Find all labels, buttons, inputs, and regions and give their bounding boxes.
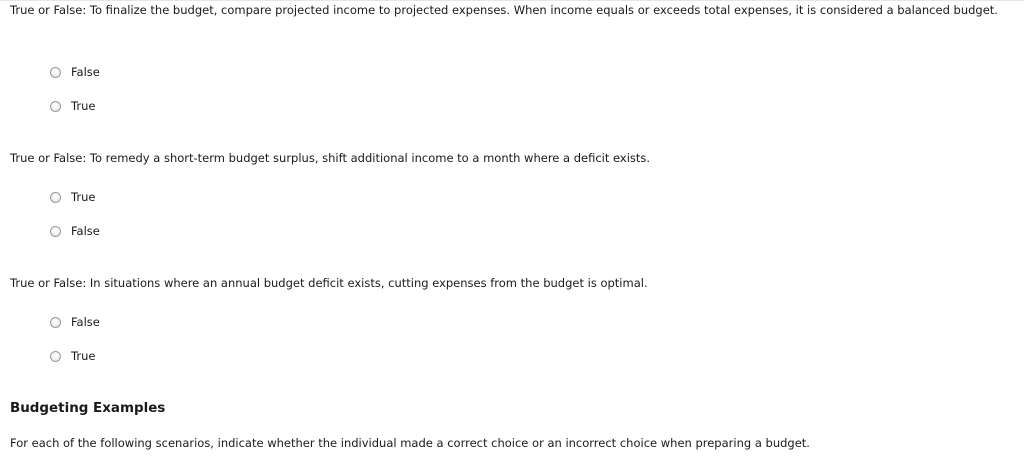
option-label: True bbox=[71, 190, 96, 204]
question-3-option-true[interactable] bbox=[50, 349, 95, 363]
option-label: True bbox=[71, 99, 96, 113]
question-2-option-true[interactable] bbox=[50, 190, 95, 204]
radio-button[interactable] bbox=[50, 317, 61, 328]
option-label: False bbox=[71, 224, 100, 238]
question-2-text: True or False: To remedy a short-term budget surplus, shift additional income to a month where a deficit exists. bbox=[10, 151, 651, 165]
question-1-option-true[interactable] bbox=[50, 99, 95, 113]
radio-button[interactable] bbox=[50, 351, 61, 362]
question-3-text: True or False: In situations where an annual budget deficit exists, cutting expenses from the budget is optimal. bbox=[10, 276, 648, 290]
section-instructions: For each of the following scenarios, indicate whether the individual made a correct choice or an incorrect choice when preparing a budget. bbox=[10, 436, 810, 450]
radio-button[interactable] bbox=[50, 192, 61, 203]
option-label: True bbox=[71, 349, 96, 363]
question-1-text: True or False: To finalize the budget, compare projected income to projected expenses. When income equals or exceeds total expenses, it is considered a balanced budget. bbox=[10, 3, 998, 17]
question-1-option-false[interactable] bbox=[50, 65, 100, 79]
question-2-option-false[interactable] bbox=[50, 224, 100, 238]
section-heading: Budgeting Examples bbox=[10, 401, 166, 416]
radio-button[interactable] bbox=[50, 226, 61, 237]
radio-button[interactable] bbox=[50, 67, 61, 78]
option-label: False bbox=[71, 65, 100, 79]
question-3-option-false[interactable] bbox=[50, 315, 100, 329]
radio-button[interactable] bbox=[50, 101, 61, 112]
option-label: False bbox=[71, 315, 100, 329]
